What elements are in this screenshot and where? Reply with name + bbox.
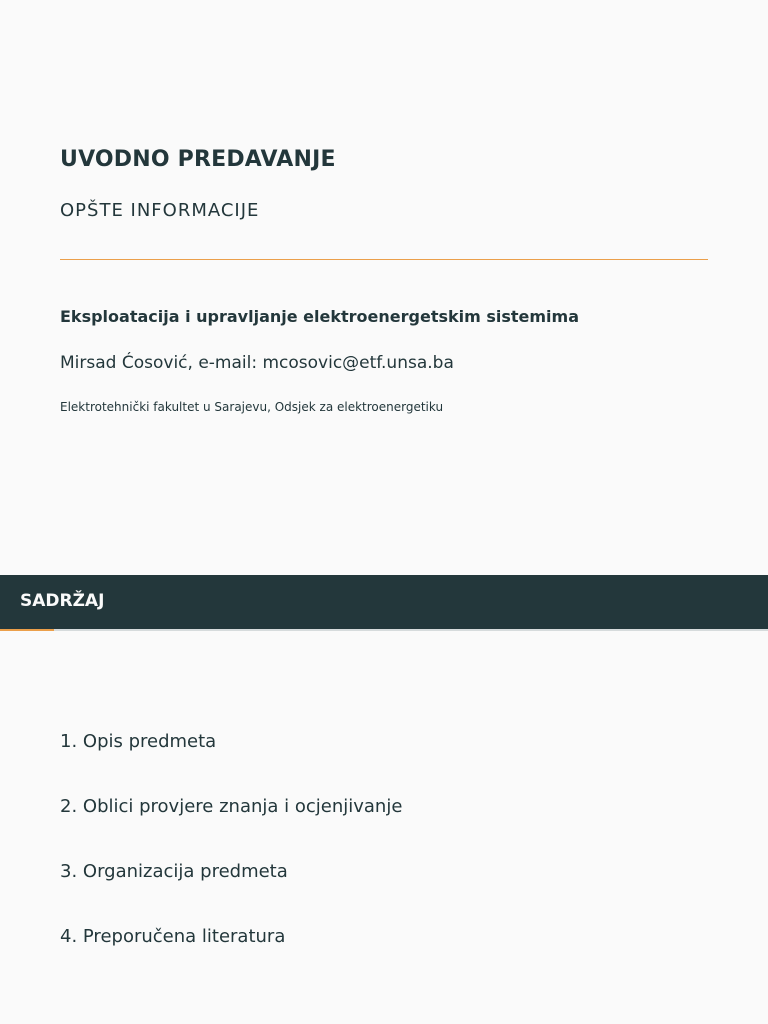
progress-fill [0, 629, 54, 631]
progress-bar [0, 629, 768, 631]
presentation-subtitle: OPŠTE INFORMACIJE [60, 200, 260, 221]
presentation-title: UVODNO PREDAVANJE [60, 147, 336, 172]
contents-list [60, 731, 402, 991]
frame-title: SADRŽAJ [20, 591, 105, 611]
course-name: Eksploatacija i upravljanje elektroenergetskim sistemima [60, 307, 580, 326]
contents-item: 1. Opis predmeta [60, 731, 217, 752]
frame-header [0, 575, 768, 629]
institution-line: Elektrotehnički fakultet u Sarajevu, Odsjek za elektroenergetiku [60, 400, 444, 414]
title-separator [60, 259, 708, 260]
contents-item: 4. Preporučena literatura [60, 926, 286, 947]
contents-item: 3. Organizacija predmeta [60, 861, 288, 882]
author-line: Mirsad Ćosović, e-mail: mcosovic@etf.unsa.ba [60, 353, 454, 373]
contents-item: 2. Oblici provjere znanja i ocjenjivanje [60, 796, 403, 817]
